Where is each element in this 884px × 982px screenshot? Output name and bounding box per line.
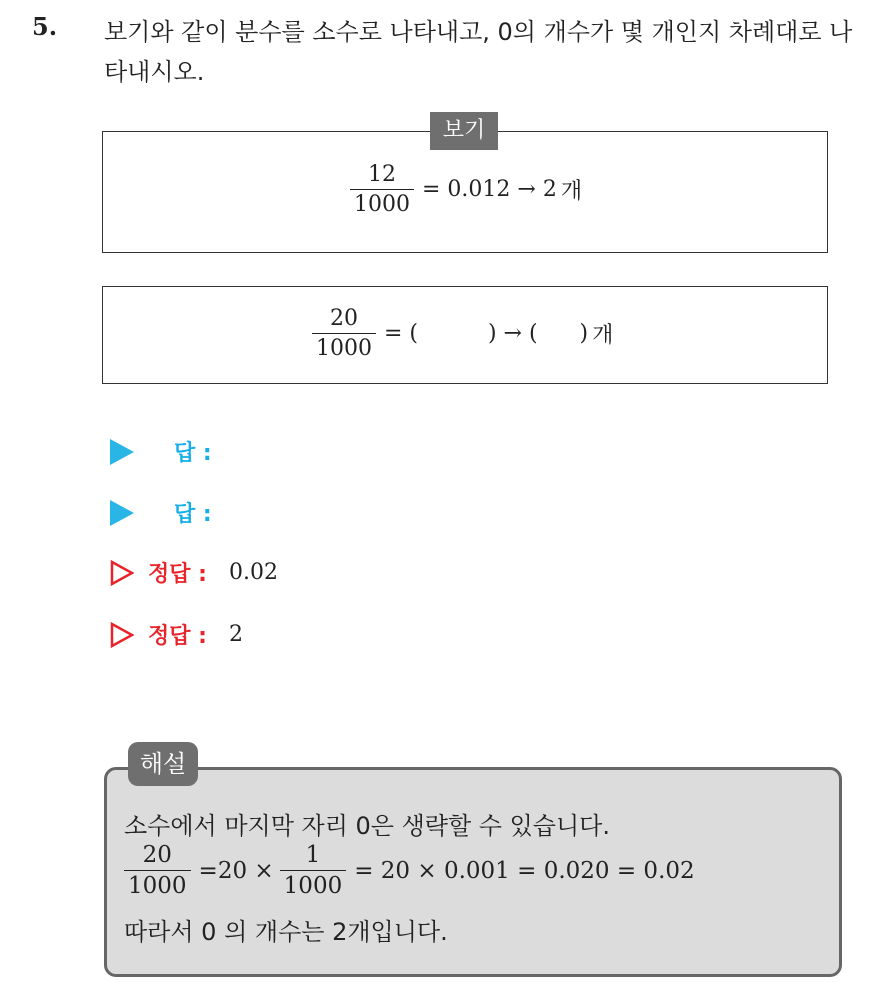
question-number: 5. [32, 12, 58, 41]
correct-marker-icon [110, 622, 134, 648]
correct-answer-label: 정답 : [148, 624, 207, 649]
problem-denominator: 1000 [312, 333, 376, 361]
explanation-fraction-2-denominator: 1000 [280, 870, 347, 899]
problem-fraction [312, 306, 376, 361]
correct-answer-row-2 [110, 619, 243, 650]
answer-row-2[interactable] [110, 497, 212, 528]
explanation-line-3: 따라서 0 의 개수는 2개입니다. [124, 918, 448, 946]
correct-marker-icon [110, 560, 134, 586]
example-unit: 개 [560, 179, 583, 204]
answer-marker-icon [110, 500, 134, 526]
example-numerator: 12 [368, 162, 396, 187]
explanation-fraction-2 [280, 842, 347, 899]
problem-unit: 개 [592, 323, 614, 348]
explanation-line-1: 소수에서 마지막 자리 0은 생략할 수 있습니다. [124, 812, 610, 840]
answer-marker-icon [110, 439, 134, 465]
example-formula [350, 162, 582, 217]
answer-row-1[interactable] [110, 436, 212, 467]
explanation-fraction-1-denominator: 1000 [124, 870, 191, 899]
correct-answer-value: 0.02 [228, 560, 278, 585]
explanation-formula [124, 842, 695, 899]
problem-expression: = ( ) → ( ) [384, 321, 589, 346]
correct-answer-label: 정답 : [148, 562, 207, 587]
explanation-fraction-1 [124, 842, 191, 899]
answer-label: 답 : [174, 441, 212, 466]
problem-numerator: 20 [330, 306, 358, 331]
explanation-mid: =20 × [198, 857, 274, 884]
example-fraction [350, 162, 414, 217]
problem-formula [312, 306, 613, 361]
question-text: 보기와 같이 분수를 소수로 나타내고, 0의 개수가 몇 개인지 차례대로 나타내시오. [104, 18, 853, 86]
correct-answer-row-1 [110, 557, 278, 588]
answer-label: 답 : [174, 502, 212, 527]
explanation-fraction-1-numerator: 20 [142, 842, 172, 868]
explanation-tail: = 20 × 0.001 = 0.020 = 0.02 [354, 857, 695, 884]
example-denominator: 1000 [350, 189, 414, 217]
correct-answer-value: 2 [228, 622, 243, 647]
example-tag: 보기 [430, 112, 498, 150]
example-expression: = 0.012 → 2 [422, 177, 557, 202]
explanation-fraction-2-numerator: 1 [305, 842, 321, 868]
explanation-tag: 해설 [128, 742, 198, 786]
